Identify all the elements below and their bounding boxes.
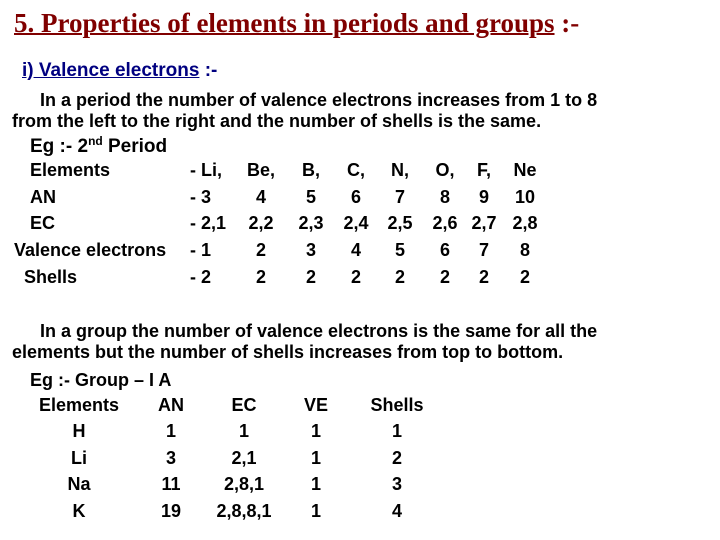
period-cell: O, bbox=[435, 160, 455, 180]
period-cell: 2,8 bbox=[512, 213, 538, 233]
period-row-label: Valence electrons bbox=[14, 240, 167, 260]
period-cell: 2,2 bbox=[248, 213, 274, 233]
group-element-symbol: Na bbox=[67, 474, 91, 494]
slide-title-text: 5. Properties of elements in periods and groups bbox=[14, 8, 555, 38]
period-cell: 9 bbox=[478, 187, 490, 207]
period-cell: F, bbox=[476, 160, 492, 180]
slide-title bbox=[14, 8, 579, 39]
period-cell: 2,7 bbox=[471, 213, 497, 233]
period-cell: 2 bbox=[305, 267, 317, 287]
group-cell: 2,8,8,1 bbox=[216, 501, 272, 521]
period-cell: 7 bbox=[394, 187, 406, 207]
group-cell: 2,8,1 bbox=[223, 474, 265, 494]
period-cell: Be, bbox=[246, 160, 276, 180]
group-cell: 2,1 bbox=[231, 448, 257, 468]
group-cell: 3 bbox=[391, 474, 403, 494]
period-cell: 10 bbox=[514, 187, 536, 207]
group-cell: 2 bbox=[391, 448, 403, 468]
period-cell: 4 bbox=[350, 240, 362, 260]
slide-title-suffix: :- bbox=[554, 8, 580, 38]
group-cell: 1 bbox=[310, 501, 322, 521]
period-cell: 2 bbox=[439, 267, 451, 287]
group-header-cell: EC bbox=[231, 395, 257, 415]
period-cell: 2,6 bbox=[432, 213, 458, 233]
period-paragraph-line2: from the left to the right and the number of shells is the same. bbox=[12, 111, 542, 131]
section-heading bbox=[22, 60, 217, 82]
period-cell: - Li, bbox=[190, 160, 222, 180]
group-element-symbol: H bbox=[72, 421, 86, 441]
period-cell: - 3 bbox=[190, 187, 212, 207]
period-cell: 2,3 bbox=[298, 213, 324, 233]
period-cell: C, bbox=[347, 160, 365, 180]
group-cell: 1 bbox=[310, 421, 322, 441]
group-cell: 4 bbox=[391, 501, 403, 521]
period-cell: 8 bbox=[519, 240, 531, 260]
period-cell: 2 bbox=[255, 267, 267, 287]
group-paragraph bbox=[12, 321, 712, 363]
section-heading-suffix: :- bbox=[199, 60, 218, 81]
period-row-label: EC bbox=[30, 213, 56, 233]
period-cell: - 1 bbox=[190, 240, 212, 260]
period-cell: 5 bbox=[305, 187, 317, 207]
period-cell: 5 bbox=[394, 240, 406, 260]
group-example-label: Eg :- Group – I A bbox=[30, 370, 172, 390]
group-cell: 1 bbox=[391, 421, 403, 441]
group-element-symbol: Li bbox=[71, 448, 87, 468]
period-cell: Ne bbox=[513, 160, 537, 180]
group-cell: 3 bbox=[165, 448, 177, 468]
period-cell: 3 bbox=[305, 240, 317, 260]
period-cell: B, bbox=[302, 160, 320, 180]
period-cell: - 2 bbox=[190, 267, 212, 287]
group-cell: 1 bbox=[310, 448, 322, 468]
period-cell: N, bbox=[391, 160, 409, 180]
group-header-cell: AN bbox=[158, 395, 184, 415]
group-header-cell: Elements bbox=[38, 395, 120, 415]
period-cell: 2 bbox=[350, 267, 362, 287]
period-row-label: Shells bbox=[24, 267, 78, 287]
group-cell: 11 bbox=[161, 474, 181, 494]
period-cell: 2 bbox=[255, 240, 267, 260]
group-paragraph-line1: In a group the number of valence electrons is the same for all the bbox=[40, 321, 598, 341]
period-cell: 2 bbox=[394, 267, 406, 287]
period-paragraph bbox=[12, 90, 712, 132]
group-element-symbol: K bbox=[72, 501, 86, 521]
period-cell: 4 bbox=[255, 187, 267, 207]
group-header-cell: Shells bbox=[370, 395, 424, 415]
group-cell: 1 bbox=[310, 474, 322, 494]
period-paragraph-line1: In a period the number of valence electrons increases from 1 to 8 bbox=[40, 90, 598, 110]
section-heading-text: i) Valence electrons bbox=[22, 60, 200, 81]
period-cell: 2,4 bbox=[343, 213, 369, 233]
period-cell: 2 bbox=[478, 267, 490, 287]
group-cell: 1 bbox=[238, 421, 250, 441]
period-cell: 6 bbox=[350, 187, 362, 207]
period-row-label: AN bbox=[30, 187, 56, 207]
group-cell: 1 bbox=[165, 421, 177, 441]
period-cell: 2 bbox=[519, 267, 531, 287]
group-paragraph-line2: elements but the number of shells increases from top to bottom. bbox=[12, 342, 564, 362]
group-header-cell: VE bbox=[303, 395, 329, 415]
period-example-label: Eg :- 2nd Period bbox=[30, 134, 168, 157]
period-cell: 7 bbox=[478, 240, 490, 260]
period-cell: 2,5 bbox=[387, 213, 413, 233]
group-cell: 19 bbox=[160, 501, 182, 521]
period-cell: - 2,1 bbox=[190, 213, 227, 233]
period-cell: 6 bbox=[439, 240, 451, 260]
period-row-label: Elements bbox=[30, 160, 111, 180]
period-cell: 8 bbox=[439, 187, 451, 207]
